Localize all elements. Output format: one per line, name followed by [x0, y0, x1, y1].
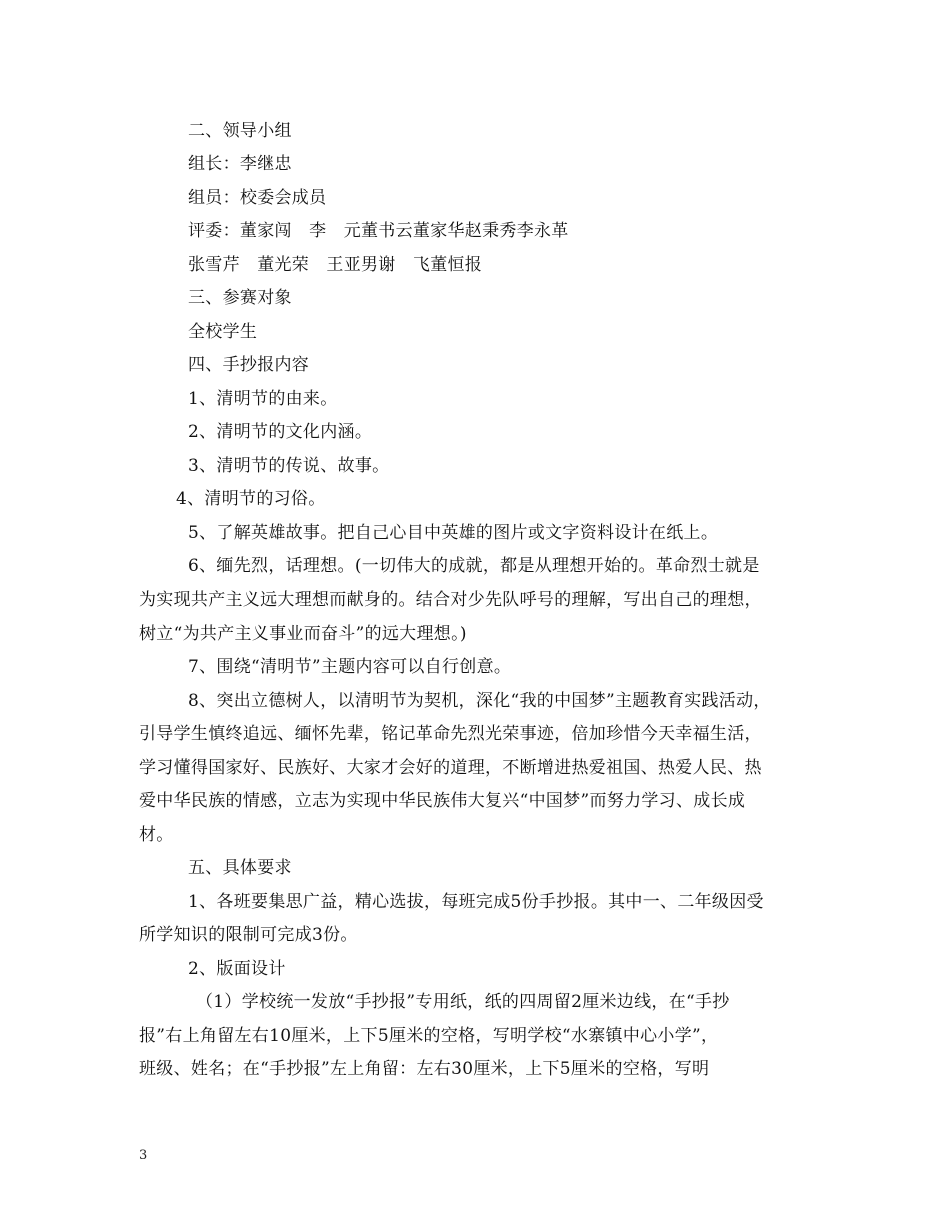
text-line: 三、参赛对象 — [188, 288, 292, 308]
text-line: 材。 — [139, 825, 174, 845]
text-line: 8、突出立德树人，以清明节为契机，深化“我的中国梦”主题教育实践活动， — [188, 691, 771, 711]
text-line: 张雪芹 董光荣 王亚男谢 飞董恒报 — [188, 255, 483, 275]
text-line: 2、版面设计 — [188, 959, 286, 979]
text-line: 树立“为共产主义事业而奋斗”的远大理想。) — [139, 624, 467, 644]
page-number: 3 — [139, 1148, 148, 1163]
text-line: 组长：李继忠 — [188, 154, 292, 174]
text-line: 为实现共产主义远大理想而献身的。结合对少先队呼号的理解，写出自己的理想， — [139, 590, 762, 610]
text-line: 五、具体要求 — [188, 858, 292, 878]
text-line: 引导学生慎终追远、缅怀先辈，铭记革命先烈光荣事迹，倍加珍惜今天幸福生活， — [139, 724, 762, 744]
text-line: 1、各班要集思广益，精心选拔，每班完成5份手抄报。其中一、二年级因受 — [188, 892, 764, 912]
text-line: 2、清明节的文化内涵。 — [188, 422, 373, 442]
text-line: 所学知识的限制可完成3份。 — [139, 925, 358, 945]
text-line: 5、了解英雄故事。把自己心目中英雄的图片或文字资料设计在纸上。 — [188, 523, 719, 543]
text-line: 4、清明节的习俗。 — [176, 489, 326, 509]
text-line: 全校学生 — [188, 322, 258, 342]
text-line: 评委：董家闯 李 元董书云董家华赵秉秀李永革 — [188, 221, 569, 241]
text-line: 1、清明节的由来。 — [188, 389, 338, 409]
text-line: 报”右上角留左右10厘米，上下5厘米的空格，写明学校“水寨镇中心小学”， — [139, 1026, 719, 1046]
text-line: 班级、姓名；在“手抄报”左上角留：左右30厘米，上下5厘米的空格，写明 — [139, 1059, 710, 1079]
text-line: 6、缅先烈，话理想。(一切伟大的成就，都是从理想开始的。革命烈士就是 — [188, 556, 760, 576]
text-line: 四、手抄报内容 — [188, 355, 310, 375]
text-line: 爱中华民族的情感，立志为实现中华民族伟大复兴“中国梦”而努力学习、成长成 — [139, 791, 746, 811]
text-line: 3、清明节的传说、故事。 — [188, 456, 390, 476]
text-line: 7、围绕“清明节”主题内容可以自行创意。 — [188, 657, 512, 677]
text-line: 二、领导小组 — [188, 121, 292, 141]
text-line: （1）学校统一发放“手抄报”专用纸，纸的四周留2厘米边线，在“手抄 — [196, 992, 730, 1012]
text-line: 学习懂得国家好、民族好、大家才会好的道理，不断增进热爱祖国、热爱人民、热 — [139, 758, 762, 778]
text-line: 组员：校委会成员 — [188, 188, 327, 208]
